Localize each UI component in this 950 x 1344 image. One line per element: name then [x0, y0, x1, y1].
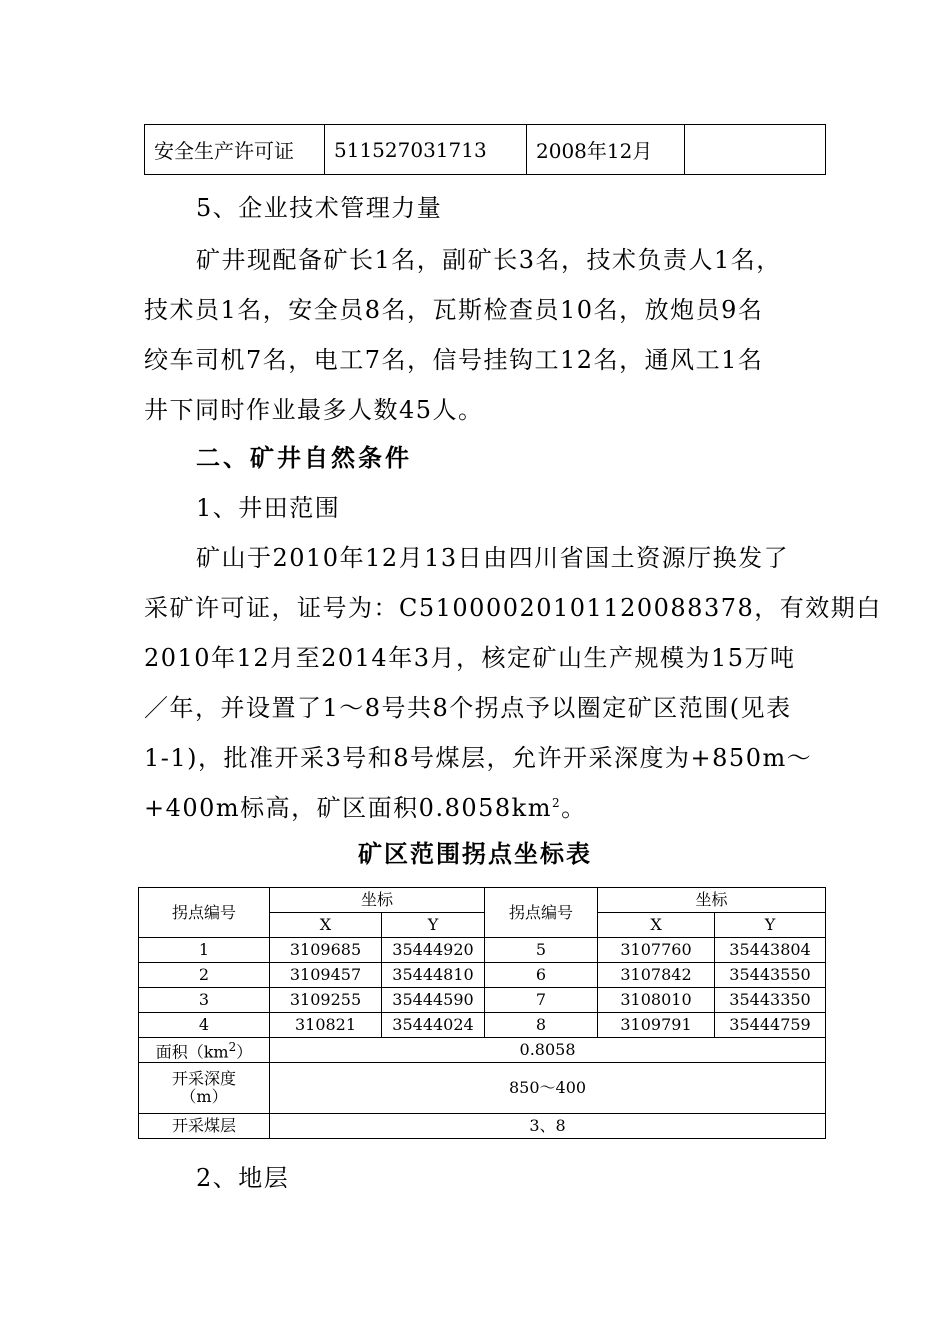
superscript: 2	[228, 1040, 237, 1055]
tech-heading: 5、企业技术管理力量	[196, 194, 443, 222]
table-row	[139, 938, 826, 963]
header-y: Y	[382, 913, 485, 938]
y-value: 35444759	[715, 1013, 826, 1038]
strata-heading: 2、地层	[196, 1164, 290, 1192]
header-y: Y	[715, 913, 826, 938]
point-no: 3	[139, 988, 270, 1013]
depth-label-line: 开采深度	[171, 1069, 236, 1088]
license-name-cell: 安全生产许可证	[145, 125, 325, 175]
y-value: 35443550	[715, 963, 826, 988]
coordinate-table	[138, 887, 826, 1139]
license-date-cell: 2008年12月	[527, 125, 685, 175]
paragraph-line: 技术员1名，安全员8名，瓦斯检查员10名，放炮员9名	[144, 296, 764, 324]
point-no: 1	[139, 938, 270, 963]
area-value: 0.8058	[270, 1038, 826, 1063]
point-no: 4	[139, 1013, 270, 1038]
x-value: 3107842	[598, 963, 715, 988]
table-header-row	[139, 888, 826, 913]
area-text: +400m标高，矿区面积0.8058km	[144, 794, 552, 822]
depth-label-line: （m）	[180, 1087, 228, 1106]
point-no: 2	[139, 963, 270, 988]
table-row	[139, 1114, 826, 1139]
x-value: 3109255	[270, 988, 382, 1013]
x-value: 3107760	[598, 938, 715, 963]
depth-value: 850～400	[270, 1063, 826, 1114]
header-x: X	[270, 913, 382, 938]
x-value: 3108010	[598, 988, 715, 1013]
table-row	[139, 963, 826, 988]
header-coord: 坐标	[598, 888, 826, 913]
y-value: 35444920	[382, 938, 485, 963]
table-row	[139, 1013, 826, 1038]
y-value: 35444590	[382, 988, 485, 1013]
paragraph-line: ／年，并设置了1～8号共8个拐点予以圈定矿区范围(见表	[144, 694, 792, 722]
table-row	[145, 125, 826, 175]
paragraph-line: 采矿许可证，证号为：C5100002010112008837​8，有效期白	[144, 594, 882, 622]
area-label	[139, 1038, 270, 1063]
point-no: 5	[485, 938, 598, 963]
header-x: X	[598, 913, 715, 938]
point-no: 6	[485, 963, 598, 988]
header-coord: 坐标	[270, 888, 485, 913]
point-no: 8	[485, 1013, 598, 1038]
range-heading: 1、井田范围	[196, 494, 341, 522]
sentence-end: 。	[561, 794, 587, 822]
point-no: 7	[485, 988, 598, 1013]
x-value: 3109685	[270, 938, 382, 963]
area-label-end: ）	[236, 1042, 253, 1062]
y-value: 35444810	[382, 963, 485, 988]
y-value: 35443350	[715, 988, 826, 1013]
depth-label	[139, 1063, 270, 1114]
paragraph-line: 矿山于2010年12月13日由四川省国土资源厅换发了	[196, 544, 790, 572]
x-value: 3109457	[270, 963, 382, 988]
paragraph-line: 矿井现配备矿长1名，副矿长3名，技术负责人1名，	[196, 246, 782, 274]
superscript: 2	[551, 796, 562, 810]
table-row	[139, 1063, 826, 1114]
seam-label: 开采煤层	[139, 1114, 270, 1139]
paragraph-line: 2010年12月至2014年3月，核定矿山生产规模为15万吨	[144, 644, 796, 672]
x-value: 3109791	[598, 1013, 715, 1038]
table-row	[139, 1038, 826, 1063]
paragraph-line: 井下同时作业最多人数45人。	[144, 396, 484, 424]
header-point-no: 拐点编号	[139, 888, 270, 938]
paragraph-line: 绞车司机7名，电工7名，信号挂钩工12名，通风工1名	[144, 346, 764, 374]
license-extra-cell	[685, 125, 826, 175]
table-caption: 矿区范围拐点坐标表	[358, 840, 592, 868]
x-value: 310821	[270, 1013, 382, 1038]
y-value: 35443804	[715, 938, 826, 963]
seam-value: 3、8	[270, 1114, 826, 1139]
paragraph-line	[144, 788, 587, 823]
table-row	[139, 988, 826, 1013]
section-heading: 二、矿井自然条件	[196, 444, 412, 472]
header-point-no: 拐点编号	[485, 888, 598, 938]
license-number-cell: 511527031713	[325, 125, 527, 175]
area-label-text: 面积（km	[155, 1042, 229, 1062]
paragraph-line: 1-1)，批准开采3号和8号煤层，允许开采深度为+850m～	[144, 744, 813, 772]
y-value: 35444024	[382, 1013, 485, 1038]
license-table	[144, 124, 826, 175]
